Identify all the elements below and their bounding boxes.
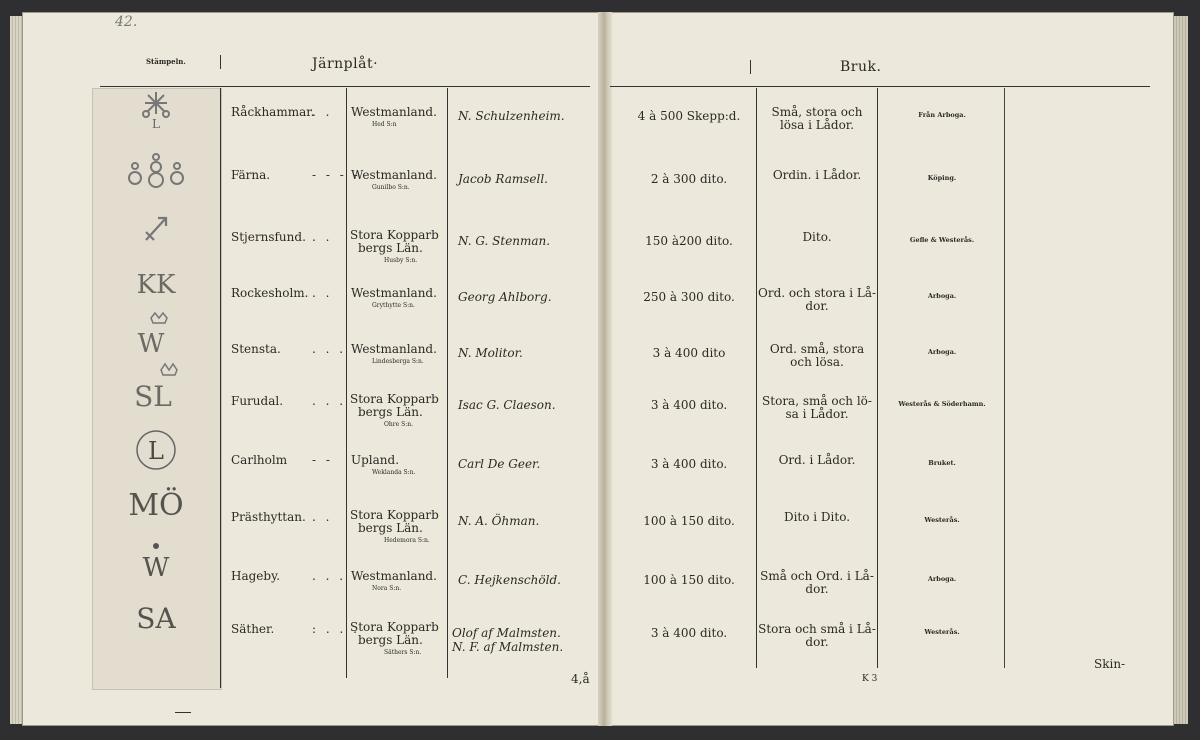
sort-line-1: Ordin. i Lådor.: [772, 168, 862, 182]
capacity: 4 à 500 Skepp:d.: [637, 109, 741, 123]
province-line-2: bergs Län.: [358, 633, 423, 647]
stamp-5: [92, 312, 220, 356]
stamp-crown-sl-icon: [121, 362, 191, 410]
parish: Nora S:n.: [372, 585, 402, 592]
svg-text:SL: SL: [134, 380, 172, 410]
stamp-rings-icon: [121, 152, 191, 192]
stamp-dot-w-icon: [131, 540, 181, 580]
province: Upland.: [351, 453, 400, 467]
header-tick-right: [750, 60, 751, 74]
province: Westmanland.: [351, 286, 437, 300]
destination: Arboga.: [927, 575, 957, 583]
owner: N. Molitor.: [458, 346, 523, 360]
catchword-left: 4,å: [571, 672, 590, 686]
leader-dots: - -: [312, 453, 333, 467]
forge-name: Stjernsfund.: [231, 230, 306, 244]
stamp-7: [92, 428, 220, 472]
signature-mark: K 3: [862, 674, 878, 684]
owner: N. G. Stenman.: [458, 234, 551, 248]
province-line-1: Stora Kopparb: [350, 228, 439, 242]
stamp-10: SA: [136, 602, 176, 635]
catchword-right: Skin-: [1094, 657, 1126, 671]
forge-name: Prästhyttan.: [231, 510, 306, 524]
header-rule-right: [610, 86, 1150, 87]
leader-dots: . . . .: [312, 342, 360, 356]
col-line-1: [220, 88, 221, 688]
svg-text:L: L: [148, 437, 164, 465]
sort-line-2: sa i Lådor.: [785, 407, 849, 421]
leader-dots: . .: [312, 510, 333, 524]
stamp-star-icon: [126, 86, 186, 132]
owner-line-2: N. F. af Malmsten.: [452, 640, 564, 654]
owner: Isac G. Claeson.: [458, 398, 556, 412]
capacity: 100 à 150 dito.: [643, 514, 735, 528]
col-line-3: [447, 88, 448, 678]
page-edge-right: [1174, 16, 1188, 724]
leader-dots: . .: [312, 105, 333, 119]
destination: Westerås & Söderhamn.: [898, 400, 986, 408]
forge-name: Carlholm: [231, 453, 288, 467]
forge-name: Säther.: [231, 622, 275, 636]
capacity: 250 à 300 dito.: [643, 290, 735, 304]
province: Westmanland.: [351, 105, 437, 119]
sort-line-1: Stora, små och lö-: [762, 394, 872, 408]
province: Westmanland.: [351, 168, 437, 182]
sort-line-1: Ord. små, stora: [769, 342, 865, 356]
leader-dots: . .: [312, 230, 333, 244]
sort-line-1: Dito.: [802, 230, 832, 244]
bottom-rule: [175, 712, 191, 713]
leader-dots: - - - -: [312, 168, 361, 182]
sort-line-1: Små och Ord. i Lå-: [760, 569, 874, 583]
stamp-circle-l-icon: [131, 428, 181, 472]
parish: Ohre S:n.: [384, 421, 414, 428]
province-line-1: Stora Kopparb: [350, 392, 439, 406]
parish: Gunilbo S:n.: [372, 184, 410, 191]
sort-line-2: lösa i Lådor.: [779, 118, 855, 132]
parish: Hedemora S:n.: [384, 537, 430, 544]
stamp-6: [92, 362, 220, 410]
header-tick-left: [220, 55, 221, 69]
stamp-9: [92, 540, 220, 580]
stamp-arrow-icon: [136, 210, 176, 246]
capacity: 150 à200 dito.: [645, 234, 733, 248]
sort-line-2: dor.: [805, 299, 829, 313]
province-line-2: bergs Län.: [358, 241, 423, 255]
province: Westmanland.: [351, 569, 437, 583]
destination: Köping.: [927, 174, 957, 182]
province-line-2: bergs Län.: [358, 405, 423, 419]
stamp-1: [92, 86, 220, 132]
destination: Westerås.: [924, 516, 960, 524]
capacity: 100 à 150 dito.: [643, 573, 735, 587]
capacity: 3 à 400 dito.: [650, 398, 728, 412]
destination: Arboga.: [927, 292, 957, 300]
stamp-2: [92, 152, 220, 192]
leader-dots: . . .: [312, 569, 347, 583]
province-line-2: bergs Län.: [358, 521, 423, 535]
parish: Säthers S:n.: [384, 649, 422, 656]
stamp-3: [92, 210, 220, 246]
header-stamp: Stämpeln.: [146, 57, 186, 66]
parish: Lindesberga S:n.: [372, 358, 424, 365]
sort-line-2: och lösa.: [790, 355, 844, 369]
leader-dots: . .: [312, 286, 333, 300]
destination: Från Arboga.: [918, 111, 966, 119]
owner: Jacob Ramsell.: [458, 172, 548, 186]
page-edge-left: [10, 16, 22, 724]
province-line-1: Stora Kopparb: [350, 508, 439, 522]
stamp-crown-w-icon: [121, 312, 191, 356]
leader-dots: : . . .: [312, 622, 360, 636]
destination: Gefle & Westerås.: [909, 236, 975, 244]
stamp-4: KK: [136, 270, 176, 300]
parish: Hed S:n: [372, 121, 397, 128]
sort-line-1: Små, stora och: [771, 105, 863, 119]
parish: Grythytte S:n.: [372, 302, 415, 309]
sort-line-2: dor.: [805, 635, 829, 649]
province: Westmanland.: [351, 342, 437, 356]
svg-text:W: W: [142, 553, 170, 580]
parish: Weklanda S:n.: [372, 469, 416, 476]
owner: Georg Ahlborg.: [458, 290, 552, 304]
sort-line-1: Ord. i Lådor.: [778, 453, 856, 467]
owner: Carl De Geer.: [458, 457, 541, 471]
page-number: 42.: [115, 14, 138, 30]
capacity: 3 à 400 dito.: [650, 626, 728, 640]
sort-line-1: Stora och små i Lå-: [758, 622, 876, 636]
col-line-5: [877, 88, 878, 668]
forge-name: Hageby.: [231, 569, 281, 583]
forge-name: Råckhammar.: [231, 105, 315, 119]
col-line-4: [756, 88, 757, 668]
forge-name: Rockesholm.: [231, 286, 309, 300]
capacity: 2 à 300 dito.: [650, 172, 728, 186]
owner: N. A. Öhman.: [458, 514, 540, 528]
col-line-6: [1004, 88, 1005, 668]
parish: Husby S:n.: [384, 257, 418, 264]
forge-name: Furudal.: [231, 394, 284, 408]
capacity: 3 à 400 dito: [652, 346, 726, 360]
svg-text:L: L: [152, 117, 160, 131]
destination: Bruket.: [928, 459, 956, 467]
destination: Westerås.: [924, 628, 960, 636]
sort-line-1: Ord. och stora i Lå-: [758, 286, 877, 300]
book-gutter: [598, 12, 612, 726]
forge-name: Stensta.: [231, 342, 281, 356]
leader-dots: . . .: [312, 394, 347, 408]
owner: C. Hejkenschöld.: [458, 573, 561, 587]
forge-name: Färna.: [231, 168, 271, 182]
owner: N. Schulzenheim.: [458, 109, 565, 123]
header-right: Bruk.: [840, 59, 882, 75]
province-line-1: Stora Kopparb: [350, 620, 439, 634]
sort-line-2: dor.: [805, 582, 829, 596]
svg-text:W: W: [137, 329, 165, 356]
owner-line-1: Olof af Malmsten.: [452, 626, 561, 640]
destination: Arboga.: [927, 348, 957, 356]
sort-line-1: Dito i Dito.: [783, 510, 851, 524]
stamp-8: MÖ: [128, 488, 184, 523]
header-left: Järnplåt·: [312, 56, 379, 72]
capacity: 3 à 400 dito.: [650, 457, 728, 471]
